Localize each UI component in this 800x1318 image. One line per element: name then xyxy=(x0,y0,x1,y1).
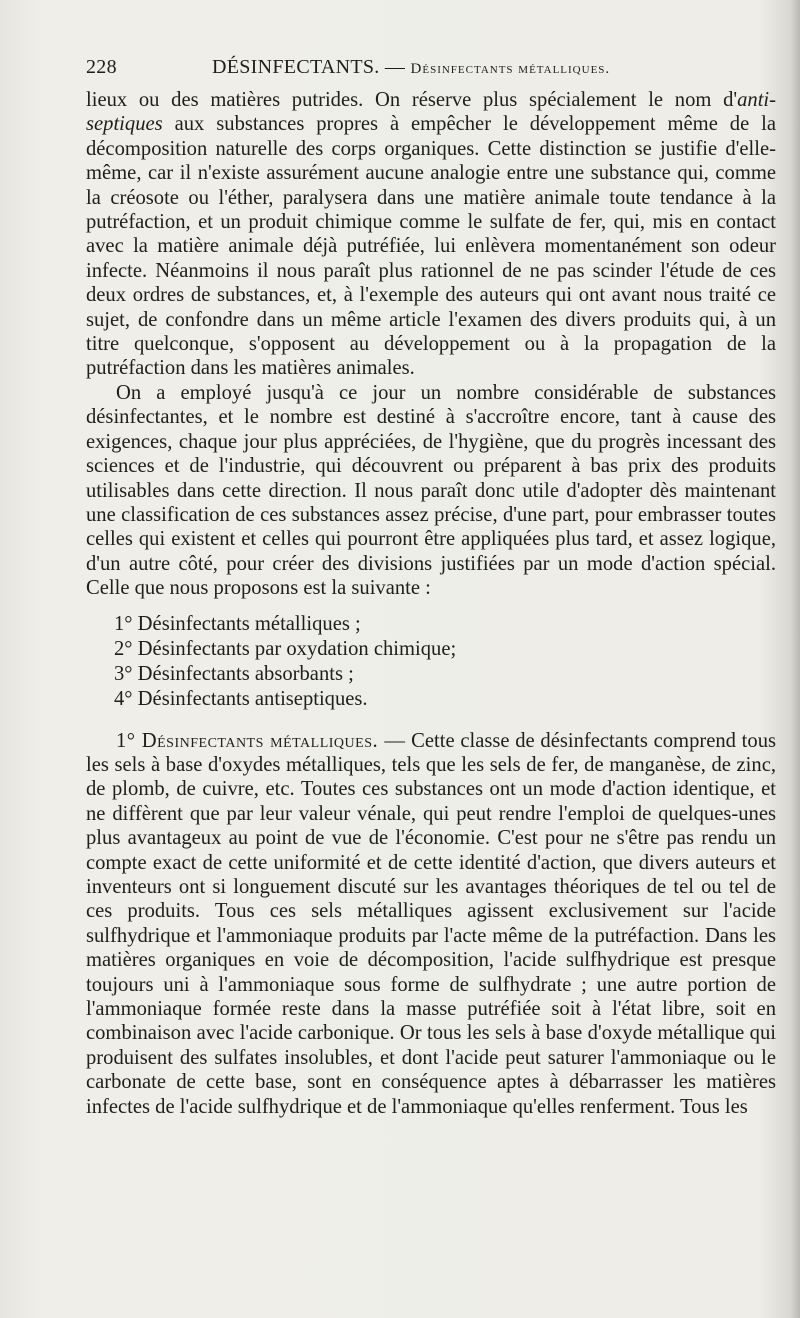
page-number: 228 xyxy=(86,56,117,78)
paragraph-1 xyxy=(86,88,776,381)
list-item: 3° Désinfectants absorbants ; xyxy=(114,662,354,685)
section-heading-inline: 1° Désinfectants métalliques. — xyxy=(116,729,406,752)
section-title: Désinfectants métalliques. xyxy=(410,61,611,77)
paragraph-3-text: Cette classe de désinfectants comprend tous les sels à base d'oxydes métalliques, tels que les sels de fer, de manganèse, de zinc, de plomb, de cuivre, etc. Toutes ces substances ont un mode d'action identique, et ne diffèrent que par leur valeur vénale, qui peut rendre l'emploi de quelques-unes plus avantageux au point de vue de l'économie. C'est pour ne s'être pas rendu un compte exact de cette uniformité et de cette identité d'action, que divers auteurs et inventeurs ont si longuement discuté sur les avantages théoriques de tel ou tel de ces produits. Tous ces sels métalliques agissent exclusivement sur l'acide sulfhydrique et l'ammoniaque produits par l'acte même de la putréfaction. Dans les matières organiques en voie de décomposition, l'acide sulfhydrique est presque toujours uni à l'ammoniaque sous forme de sulfhydrate ; une autre portion de l'ammoniaque formée reste dans la masse putréfiée soit à l'état libre, soit en combinaison avec l'acide carbonique. Or tous les sels à base d'oxyde métallique qui produisent des sulfates insolubles, et dont l'acide peut saturer l'ammoniaque ou le carbonate de cette base, sont en conséquence aptes à débarrasser les matières infectes de l'acide sulfhydrique et de l'ammoniaque qu'elles renferment. Tous les xyxy=(86,729,777,1118)
running-head-title xyxy=(212,56,610,79)
paragraph-2: On a employé jusqu'à ce jour un nombre considérable de substances désinfectantes, et le nombre est destiné à s'accroître encore, tant à cause des exigences, chaque jour plus appréciées, de l'hygiène, que du progrès incessant des sciences et de l'industrie, qui découvrent ou préparent à bas prix des produits utilisables dans cette direction. Il nous paraît donc utile d'adopter dès maintenant une classification de ces substances assez précise, d'une part, pour embrasser toutes celles qui existent et celles qui pourront être appliquées plus tard, et assez logique, d'un autre côté, pour créer des divisions justifiées par un mode d'action spécial. Celle que nous proposons est la suivante : xyxy=(86,381,776,600)
running-head xyxy=(86,52,774,84)
paragraph-1-rest: aux substances propres à empêcher le développement même de la décomposition naturelle des corps organiques. Cette distinction se justifie d'elle-même, car il n'existe assurément aucune analogie entre une substance qui, comme la créosote ou l'éther, paralysera dans une matière animale toute tendance à la putréfaction, et un produit chimique comme le sulfate de fer, qui, mis en contact avec la matière animale déjà putréfiée, lui enlèvera momentanément son odeur infecte. Néanmoins il nous paraît plus rationnel de ne pas scinder l'étude de ces deux ordres de substances, et, à l'exemple des auteurs qui ont avant nous traité ce sujet, de confondre dans un même article l'examen des divers produits qui, à un titre quelconque, s'opposent au développement ou à la propagation de la putréfaction dans les matières animales. xyxy=(86,113,776,380)
paragraph-1-italic-term: anti-septiques xyxy=(86,89,776,136)
paragraph-1-start: lieux ou des matières putrides. On réserve plus spécialement le nom d' xyxy=(86,89,738,111)
paragraph-3 xyxy=(86,729,776,1120)
chapter-title: DÉSINFECTANTS. — xyxy=(212,56,406,78)
list-item: 1° Désinfectants métalliques ; xyxy=(114,612,361,635)
classification-list xyxy=(86,612,776,712)
list-item: 2° Désinfectants par oxydation chimique; xyxy=(114,637,457,660)
body-text xyxy=(86,88,776,1119)
list-item: 4° Désinfectants antiseptiques. xyxy=(114,687,368,710)
